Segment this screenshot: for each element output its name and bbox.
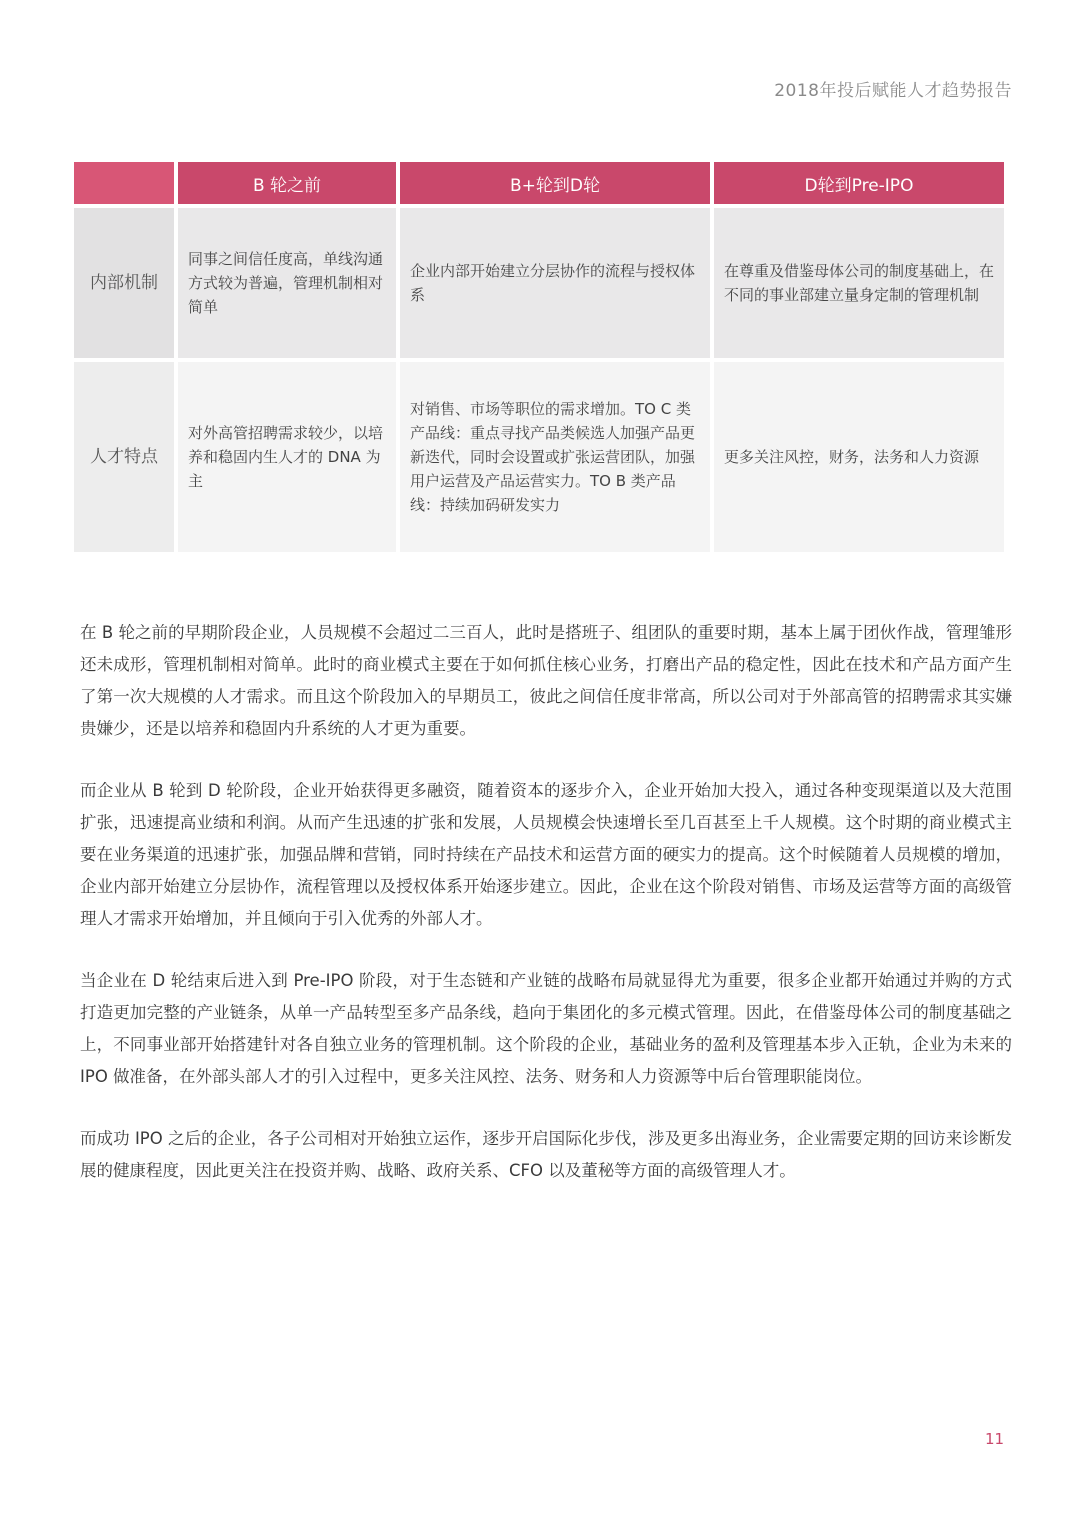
paragraph: 而成功 IPO 之后的企业，各子公司相对开始独立运作，逐步开启国际化步伐，涉及更多出海业务，企业需要定期的回访来诊断发展的健康程度，因此更关注在投资并购、战略、政府关系、CFO 以及董秘等方面的高级管理人才。 bbox=[80, 1129, 1012, 1180]
table-cell: 对外高管招聘需求较少，以培养和稳固内生人才的 DNA 为主 bbox=[178, 362, 396, 552]
header-blank-cell bbox=[74, 162, 174, 204]
column-header-b-to-d: B+轮到D轮 bbox=[400, 162, 710, 204]
table-header-row bbox=[74, 162, 1004, 204]
paragraph: 而企业从 B 轮到 D 轮阶段，企业开始获得更多融资，随着资本的逐步介入，企业开始加大投入，通过各种变现渠道以及大范围扩张，迅速提高业绩和利润。从而产生迅速的扩张和发展，人员规模会快速增长至几百甚至上千人规模。这个时期的商业模式主要在业务渠道的迅速扩张，加强品牌和营销，同时持续在产品技术和运营方面的硬实力的提高。这个时候随着人员规模的增加，企业内部开始建立分层协作，流程管理以及授权体系开始逐步建立。因此，企业在这个阶段对销售、市场及运营等方面的高级管理人才需求开始增加，并且倾向于引入优秀的外部人才。 bbox=[80, 781, 1012, 928]
row-label-internal-mechanism: 内部机制 bbox=[74, 208, 174, 358]
table-cell: 企业内部开始建立分层协作的流程与授权体系 bbox=[400, 208, 710, 358]
column-header-pre-b: B 轮之前 bbox=[178, 162, 396, 204]
paragraph: 当企业在 D 轮结束后进入到 Pre-IPO 阶段，对于生态链和产业链的战略布局就显得尤为重要，很多企业都开始通过并购的方式打造更加完整的产业链条，从单一产品转型至多产品条线，趋向于集团化的多元模式管理。因此，在借鉴母体公司的制度基础之上，不同事业部开始搭建针对各自独立业务的管理机制。这个阶段的企业，基础业务的盈利及管理基本步入正轨，企业为未来的 IPO 做准备，在外部头部人才的引入过程中，更多关注风控、法务、财务和人力资源等中后台管理职能岗位。 bbox=[80, 971, 1012, 1086]
table-cell: 对销售、市场等职位的需求增加。TO C 类产品线：重点寻找产品类候选人加强产品更新迭代，同时会设置或扩张运营团队，加强用户运营及产品运营实力。TO B 类产品线：持续加码研发实力 bbox=[400, 362, 710, 552]
paragraph: 在 B 轮之前的早期阶段企业，人员规模不会超过二三百人，此时是搭班子、组团队的重要时期，基本上属于团伙作战，管理雏形还未成形，管理机制相对简单。此时的商业模式主要在于如何抓住核心业务，打磨出产品的稳定性，因此在技术和产品方面产生了第一次大规模的人才需求。而且这个阶段加入的早期员工，彼此之间信任度非常高，所以公司对于外部高管的招聘需求其实嫌贵嫌少，还是以培养和稳固内升系统的人才更为重要。 bbox=[80, 623, 1012, 738]
table-cell: 在尊重及借鉴母体公司的制度基础上，在不同的事业部建立量身定制的管理机制 bbox=[714, 208, 1004, 358]
column-header-d-to-preipo: D轮到Pre-IPO bbox=[714, 162, 1004, 204]
table-cell: 同事之间信任度高，单线沟通方式较为普遍，管理机制相对简单 bbox=[178, 208, 396, 358]
report-title: 2018年投后赋能人才趋势报告 bbox=[774, 81, 1012, 101]
page-number: 11 bbox=[985, 1430, 1005, 1448]
table-row bbox=[74, 208, 1004, 358]
table-cell: 更多关注风控，财务，法务和人力资源 bbox=[714, 362, 1004, 552]
row-label-talent-traits: 人才特点 bbox=[74, 362, 174, 552]
table-row bbox=[74, 362, 1004, 552]
stage-comparison-table bbox=[70, 158, 1008, 556]
body-text bbox=[80, 617, 1012, 1217]
